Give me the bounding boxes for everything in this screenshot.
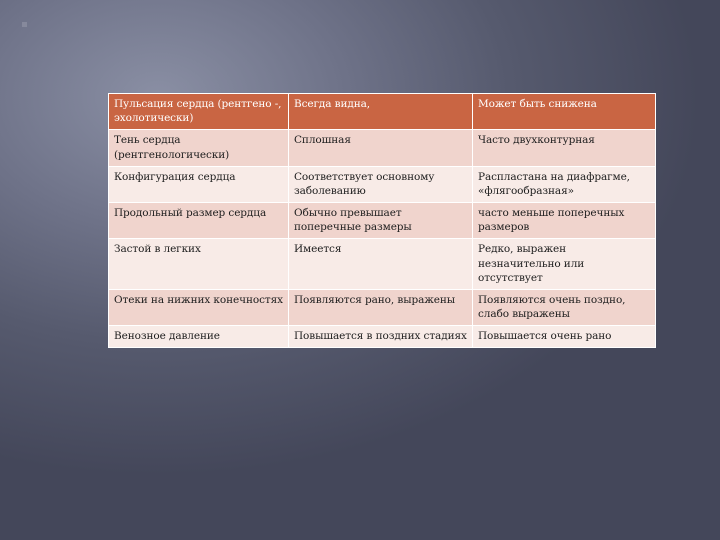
table-row (109, 166, 656, 202)
table-row (109, 239, 656, 290)
table-cell: часто меньше поперечных размеров (473, 203, 656, 239)
slide-corner-mark (22, 22, 27, 27)
table-cell: Продольный размер сердца (109, 203, 289, 239)
table-cell: Распластана на диафрагме, «флягообразная» (473, 166, 656, 202)
table-cell: Всегда видна, (289, 94, 473, 130)
table-cell: Отеки на нижних конечностях (109, 289, 289, 325)
table-cell: Повышается очень рано (473, 326, 656, 348)
table-cell: Пульсация сердца (рентгено -, эхолотически) (109, 94, 289, 130)
comparison-table (108, 93, 656, 348)
table-row (109, 289, 656, 325)
table-cell: Сплошная (289, 130, 473, 166)
table-row (109, 130, 656, 166)
table-cell: Венозное давление (109, 326, 289, 348)
table-cell: Обычно превышает поперечные размеры (289, 203, 473, 239)
table-cell: Соответствует основному заболеванию (289, 166, 473, 202)
table-row (109, 203, 656, 239)
table-cell: Имеется (289, 239, 473, 290)
table-header-row (109, 94, 656, 130)
table-cell: Тень сердца (рентгенологически) (109, 130, 289, 166)
table-cell: Может быть снижена (473, 94, 656, 130)
table-row (109, 326, 656, 348)
table-cell: Застой в легких (109, 239, 289, 290)
table-cell: Появляются очень поздно, слабо выражены (473, 289, 656, 325)
table-cell: Повышается в поздних стадиях (289, 326, 473, 348)
table-cell: Часто двухконтурная (473, 130, 656, 166)
table-cell: Появляются рано, выражены (289, 289, 473, 325)
table-cell: Редко, выражен незначительно или отсутствует (473, 239, 656, 290)
table-cell: Конфигурация сердца (109, 166, 289, 202)
